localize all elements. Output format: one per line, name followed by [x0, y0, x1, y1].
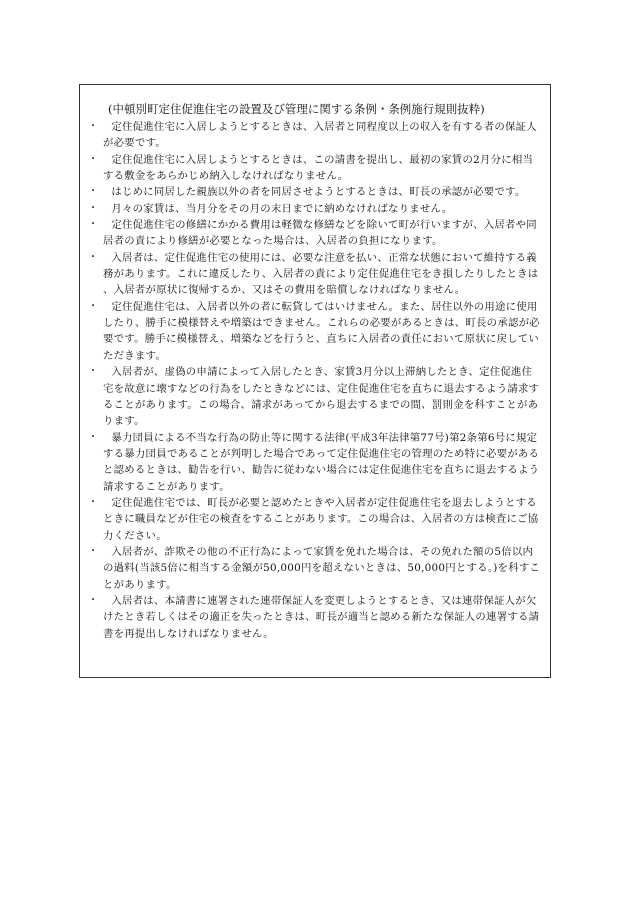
list-item — [88, 250, 542, 299]
bullet-icon: ・ — [88, 545, 99, 557]
list-item-text: はじめに同居した親族以外の者を同居させようとするときは、町長の承認が必要です。 — [111, 186, 526, 199]
notice-list — [88, 119, 542, 642]
list-item-text: 暴力団員による不当な行為の防止等に関する法律(平成3年法律第77号)第2条第6号に規定する暴力団員であることが判明した場合であって定住促進住宅の管理のため特に必要があると認めるときは、勧告を行い、勧告に従わない場合には定住促進住宅を直ちに退去するよう請求することがあります。 — [103, 431, 540, 493]
bullet-icon: ・ — [88, 202, 99, 214]
bullet-icon: ・ — [88, 496, 99, 508]
list-item-text: 入居者が、詐欺その他の不正行為によって家賃を免れた場合は、その免れた額の5倍以内の過料(当該5倍に相当する金額が50,000円を超えないときは、50,000円とする。)を科すことがあります。 — [103, 545, 541, 591]
list-item-text: 入居者が、虚偽の申請によって入居したとき、家賃3月分以上滞納したとき、定住促進住宅を故意に壊すなどの行為をしたときなどには、定住促進住宅を直ちに退去するよう請求することがあります。この場合、請求があってから退去するまでの間、罰則金を科すことがあります。 — [103, 366, 540, 428]
list-item — [88, 299, 542, 364]
list-item — [88, 201, 542, 217]
list-item-text: 定住促進住宅に入居しようとするときは、この請書を提出し、最初の家賃の2月分に相当する敷金をあらかじめ納入しなければなりません。 — [103, 153, 534, 183]
list-item — [88, 184, 542, 200]
list-item — [88, 152, 542, 185]
bullet-icon: ・ — [88, 121, 99, 132]
list-item — [88, 430, 542, 495]
bullet-icon: ・ — [88, 300, 99, 312]
list-item-text: 定住促進住宅では、町長が必要と認めたときや入居者が定住促進住宅を退去しようとするときに職員などが住宅の検査をすることがあります。この場合は、入居者の方は検査にご協力ください。 — [103, 496, 539, 542]
list-item-text: 定住促進住宅は、入居者以外の者に転貸してはいけません。また、居住以外の用途に使用したり、勝手に模様替えや増築はできません。これらの必要があるときは、町長の承認が必要です。勝手に模様替え、増築などを行うと、直ちに入居者の責任において原状に戻していただきます。 — [103, 300, 540, 362]
list-item — [88, 217, 542, 250]
bullet-icon: ・ — [88, 594, 99, 606]
list-item — [88, 593, 542, 642]
list-item-text: 定住促進住宅の修繕にかかる費用は軽微な修繕などを除いて町が行いますが、入居者や同居者の責により修繕が必要となった場合は、入居者の負担になります。 — [103, 219, 537, 248]
bullet-icon: ・ — [88, 251, 99, 263]
list-item-text: 月々の家賃は、当月分をその月の末日までに納めなければなりません。 — [111, 202, 453, 215]
list-item-text: 定住促進住宅に入居しようとするときは、入居者と同程度以上の収入を有する者の保証人が必要です。 — [103, 121, 537, 150]
bullet-icon: ・ — [88, 186, 99, 198]
list-item — [88, 544, 542, 593]
list-item — [88, 495, 542, 544]
list-item — [88, 364, 542, 429]
notice-heading: (中頓別町定住促進住宅の設置及び管理に関する条例・条例施行規則抜粋) — [108, 102, 485, 116]
list-item-text: 入居者は、本請書に連署された連帯保証人を変更しようとするとき、又は連帯保証人が欠けたとき若しくはその適正を失ったときは、町長が適当と認める新たな保証人の連署する請書を再提出しなければなりません。 — [103, 594, 540, 640]
bullet-icon: ・ — [88, 219, 99, 231]
list-item — [88, 119, 542, 152]
bullet-icon: ・ — [88, 431, 99, 443]
bullet-icon: ・ — [88, 153, 99, 165]
list-item-text: 入居者は、定住促進住宅の使用には、必要な注意を払い、正常な状態において維持する義務があります。これに違反したり、入居者の責により定住促進住宅をき損したりしたときは、入居者が原状に復帰するか、又はその費用を賠償しなければなりません。 — [103, 251, 539, 297]
bullet-icon: ・ — [88, 366, 99, 378]
